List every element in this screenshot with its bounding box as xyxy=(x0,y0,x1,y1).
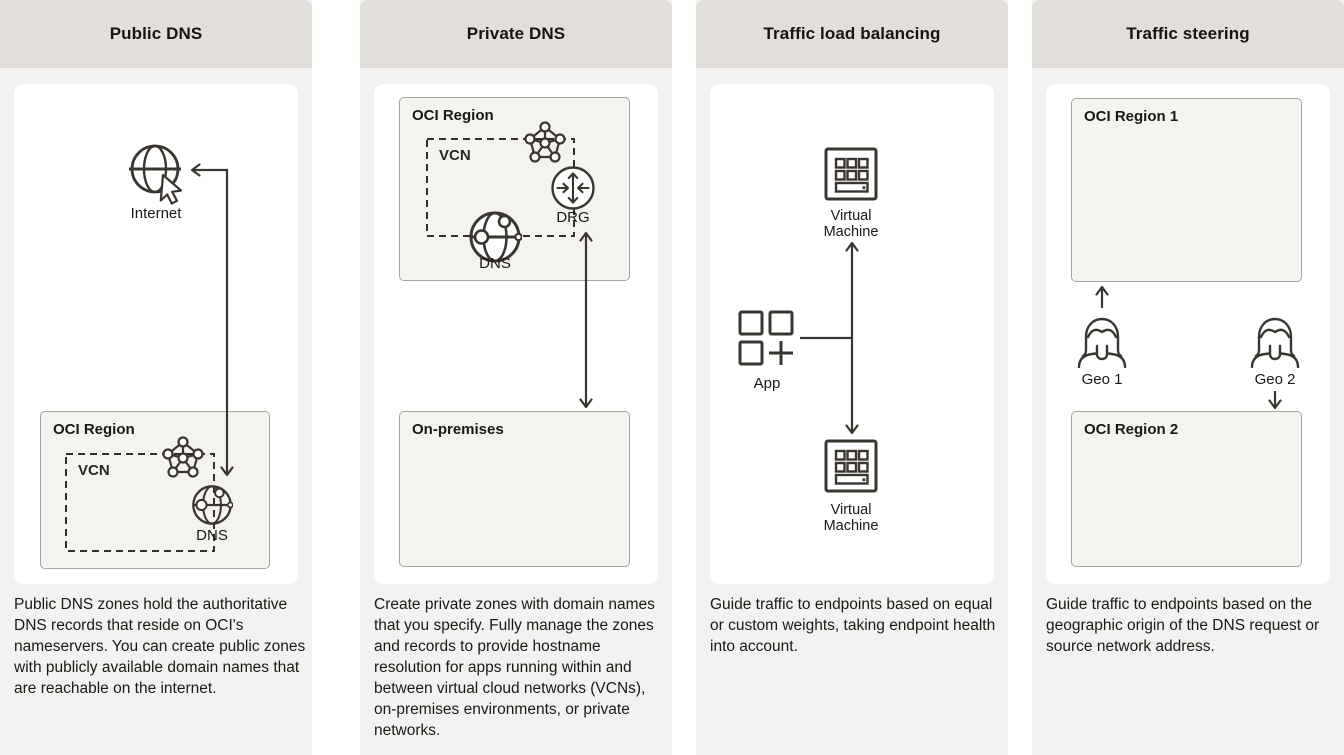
network-cluster-icon xyxy=(522,120,568,164)
app-label: App xyxy=(753,375,781,392)
column-traffic-steering xyxy=(1032,0,1344,755)
on-premises-box xyxy=(399,411,630,567)
column-header xyxy=(696,0,1008,68)
drg-icon xyxy=(550,165,596,211)
vcn-label: VCN xyxy=(78,462,110,479)
oci-region-label: OCI Region xyxy=(53,421,135,438)
column-traffic-load-balancing xyxy=(696,0,1008,755)
diagram-card-public-dns xyxy=(14,84,298,584)
dns-globe-icon xyxy=(191,484,233,526)
column-header xyxy=(360,0,672,68)
dns-label: DNS xyxy=(479,255,511,272)
column-header xyxy=(1032,0,1344,68)
diagram-card-private-dns xyxy=(374,84,658,584)
oci-region-1-label: OCI Region 1 xyxy=(1084,108,1179,125)
geo1-label: Geo 1 xyxy=(1081,371,1123,388)
column-description: Guide traffic to endpoints based on the geographic origin of the DNS request or source network address. xyxy=(1046,596,1320,655)
app-icon xyxy=(737,309,797,367)
drg-label: DRG xyxy=(556,209,590,226)
oci-region-label: OCI Region xyxy=(412,107,494,124)
oci-region-1-box xyxy=(1071,98,1302,282)
column-title: Traffic steering xyxy=(1126,24,1250,43)
network-cluster-icon xyxy=(160,435,206,479)
column-title: Private DNS xyxy=(466,24,566,43)
column-private-dns xyxy=(360,0,672,755)
dns-label: DNS xyxy=(196,527,228,544)
virtual-machine-label: Virtual Machine xyxy=(823,502,879,534)
internet-label: Internet xyxy=(130,205,182,222)
column-header xyxy=(0,0,312,68)
column-description: Guide traffic to endpoints based on equal or custom weights, taking endpoint health into account. xyxy=(710,596,996,655)
column-description: Create private zones with domain names that you specify. Fully manage the zones and records to provide hostname resolution for apps running within and between virtual cloud networks (VCNs), on-premises environments, or private networks. xyxy=(374,596,655,739)
person-icon-geo1 xyxy=(1077,310,1127,368)
virtual-machine-icon xyxy=(823,146,879,202)
cursor-icon xyxy=(161,175,181,204)
vcn-label: VCN xyxy=(439,147,471,164)
virtual-machine-icon xyxy=(823,438,879,494)
column-public-dns xyxy=(0,0,312,755)
column-title: Traffic load balancing xyxy=(763,24,941,43)
oci-region-2-label: OCI Region 2 xyxy=(1084,421,1179,438)
internet-globe-icon xyxy=(126,140,192,208)
diagram-card-traffic-steering xyxy=(1046,84,1330,584)
person-icon-geo2 xyxy=(1250,310,1300,368)
diagram-card-traffic-load-balancing xyxy=(710,84,994,584)
geo2-label: Geo 2 xyxy=(1254,371,1296,388)
oci-region-2-box xyxy=(1071,411,1302,567)
virtual-machine-label: Virtual Machine xyxy=(823,208,879,240)
column-description: Public DNS zones hold the authoritative DNS records that reside on OCI's nameservers. You can create public zones with publicly available domain names that are reachable on the internet. xyxy=(14,596,306,697)
on-premises-label: On-premises xyxy=(412,421,504,438)
column-title: Public DNS xyxy=(109,24,203,43)
